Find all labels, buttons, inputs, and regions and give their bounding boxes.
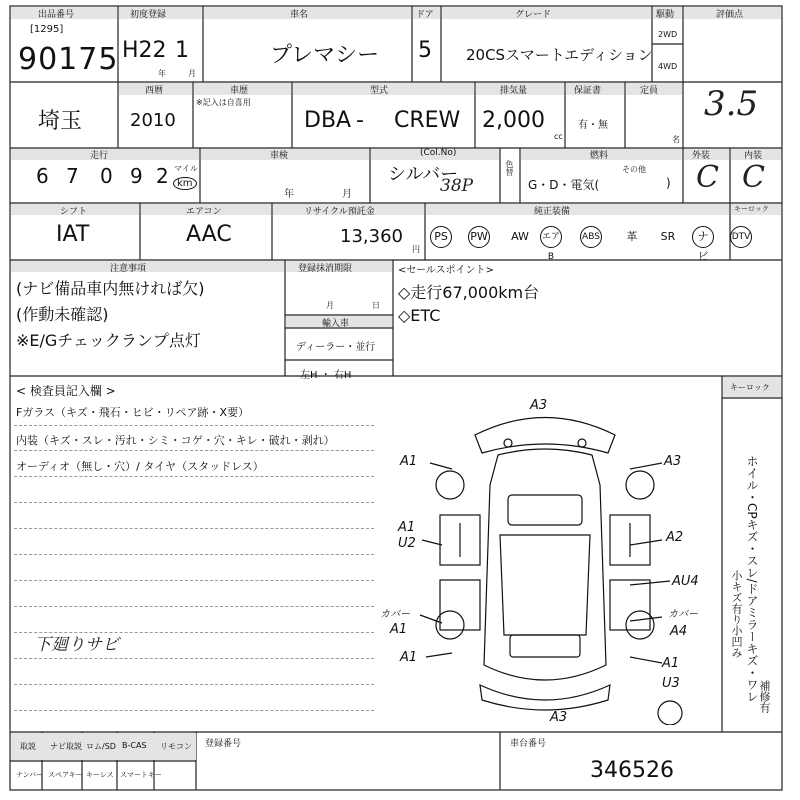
- note-line: (作動未確認): [16, 305, 109, 324]
- damage-mark: A1: [400, 454, 418, 469]
- fuel-close: ): [666, 176, 671, 190]
- mileage-digit: 6: [36, 164, 49, 188]
- color-col-label: (Col.No): [420, 148, 457, 158]
- equipment-item: PW: [468, 226, 490, 248]
- exterior-grade: C: [696, 160, 719, 195]
- recycle-unit: 円: [412, 245, 420, 254]
- first-reg-month-unit: 月: [188, 69, 196, 78]
- mileage-unit-mile: マイル: [174, 164, 198, 173]
- bottom-equip2: スマートキー: [120, 771, 162, 779]
- bottom-equip2: キーレス: [86, 771, 114, 779]
- header-drive: 駆動: [656, 10, 675, 20]
- ruled-line: [14, 684, 374, 685]
- header-recycle: リサイクル預託金: [304, 207, 375, 217]
- damage-mark: U3: [662, 676, 680, 691]
- header-mileage: 走行: [90, 151, 109, 161]
- header-reg-no: 登録番号: [205, 739, 242, 749]
- bottom-equip: リモコン: [160, 742, 192, 751]
- ruled-line: [14, 710, 374, 711]
- damage-mark: A4: [670, 624, 688, 639]
- model-prefix: DBA: [304, 108, 352, 133]
- inspector-line: Fガラス（キズ・飛石・ヒビ・リペア跡・X要）: [16, 406, 250, 419]
- equipment-item: エアB: [540, 226, 562, 248]
- ruled-line: [14, 425, 374, 426]
- car-diagram: [380, 395, 710, 725]
- color-swap-label: 色替: [505, 160, 514, 176]
- bottom-equip2: ナンバー: [16, 771, 44, 779]
- damage-mark: A1: [662, 656, 680, 671]
- displacement-value: 2,000: [482, 108, 545, 133]
- car-name-value: プレマシー: [270, 43, 380, 68]
- ruled-line: [14, 450, 374, 451]
- header-model: 型式: [370, 86, 389, 96]
- header-western: 西暦: [145, 86, 164, 96]
- first-reg-month: 1: [175, 38, 189, 63]
- reg-deadline-month: 月: [326, 301, 334, 310]
- header-note: 注意事項: [110, 264, 147, 274]
- right-vertical-line: ホイル・CPキズ・スレ/ドアミラーキズ・ワレ: [745, 455, 759, 703]
- capacity-unit: 名: [672, 135, 680, 144]
- header-car-name: 車名: [290, 10, 309, 20]
- header-import: 輸入車: [322, 319, 350, 329]
- header-exterior: 外装: [692, 151, 711, 161]
- recycle-value: 13,360: [340, 226, 403, 247]
- header-rebuild: 車歴: [230, 86, 249, 96]
- color-name: シルバー: [388, 164, 459, 185]
- lot-bracket: [1295]: [30, 24, 64, 35]
- inspection-month-unit: 月: [342, 189, 352, 200]
- header-first-reg: 初度登録: [130, 10, 167, 20]
- damage-mark: A1: [390, 622, 408, 637]
- import-value: ディーラー・並行: [296, 342, 376, 353]
- header-inspector: < 検査員記入欄 >: [16, 384, 116, 398]
- doors-value: 5: [418, 38, 432, 63]
- bottom-equip: 取説: [20, 742, 36, 751]
- mileage-digit: 7: [66, 164, 79, 188]
- header-reg-deadline: 登録抹消期限: [298, 264, 353, 274]
- header-key-small: キーロック: [734, 205, 769, 213]
- equipment-item: AW: [511, 230, 529, 243]
- equipment-item: ABS: [580, 226, 602, 248]
- equipment-item: 革: [626, 230, 638, 243]
- inspector-line: 内装（キズ・スレ・汚れ・シミ・コゲ・穴・キレ・破れ・剥れ）: [16, 434, 335, 447]
- handle-value: 左H ・ 右H: [300, 370, 352, 381]
- mileage-digit: 0: [100, 164, 113, 188]
- drive-4wd: 4WD: [658, 62, 678, 71]
- ruled-line: [14, 476, 374, 477]
- model-dash: -: [356, 108, 364, 133]
- ruled-line: [14, 554, 374, 555]
- equipment-item: PS: [430, 226, 452, 248]
- damage-mark: A3: [664, 454, 682, 469]
- spare-circle: [658, 701, 682, 725]
- bottom-equip: ロム/SD: [86, 742, 116, 751]
- bottom-equip: ナビ取説: [50, 742, 82, 751]
- mileage-unit-km: km: [173, 177, 197, 190]
- damage-mark: U2: [398, 536, 416, 551]
- right-vertical-line: 小キズ有り小凹み: [730, 570, 743, 658]
- inspection-year-unit: 年: [284, 189, 294, 200]
- header-door: ドア: [416, 10, 434, 20]
- equipment-list: [430, 226, 770, 263]
- header-fuel: 燃料: [590, 151, 609, 161]
- first-reg-year-unit: 年: [158, 69, 166, 78]
- ruled-line: [14, 658, 374, 659]
- warranty-value: 有・無: [578, 120, 608, 131]
- displacement-unit: cc: [554, 132, 563, 141]
- header-inspection: 車検: [270, 151, 289, 161]
- note-line: ※E/Gチェックランプ点灯: [16, 331, 201, 350]
- model-code: CREW: [394, 108, 461, 133]
- interior-grade: C: [742, 160, 765, 195]
- damage-mark: A1: [400, 650, 418, 665]
- header-chassis-no: 車台番号: [510, 739, 547, 749]
- fuel-other: その他: [622, 165, 646, 174]
- header-interior: 内装: [744, 151, 763, 161]
- note-line: (ナビ備品車内無ければ欠): [16, 279, 205, 298]
- damage-mark: カバー: [380, 609, 410, 620]
- prefecture-value: 埼玉: [38, 109, 83, 134]
- equipment-item: ナビ: [692, 226, 714, 248]
- damage-mark: A1: [398, 520, 416, 535]
- inspector-line: オーディオ（無し・穴）/ タイヤ（スタッドレス）: [16, 460, 264, 473]
- header-sales-point: <セールスポイント>: [398, 265, 494, 276]
- handwritten-note: 下廻りサビ: [34, 635, 119, 655]
- header-warranty: 保証書: [574, 86, 602, 96]
- mileage-digit: 9: [130, 164, 143, 188]
- header-aircon: エアコン: [186, 207, 222, 217]
- reg-deadline-day: 日: [372, 301, 380, 310]
- color-code-handwritten: 38P: [440, 176, 474, 196]
- equipment-item: SR: [660, 230, 676, 243]
- ruled-line: [14, 606, 374, 607]
- aircon-value: AAC: [186, 222, 232, 247]
- header-eval: 評価点: [716, 10, 744, 20]
- fuel-options: G・D・電気(: [528, 178, 600, 192]
- damage-mark: AU4: [672, 574, 699, 589]
- right-vertical-line: 補修有: [758, 680, 771, 713]
- bottom-equip2: スペアキー: [48, 771, 83, 779]
- equipment-item: DTV: [730, 226, 752, 248]
- damage-mark: A3: [530, 398, 548, 413]
- header-displacement: 排気量: [500, 86, 528, 96]
- sales-point: ◇ETC: [398, 306, 441, 325]
- drive-2wd: 2WD: [658, 30, 678, 39]
- header-capacity: 定員: [640, 86, 659, 96]
- ruled-line: [14, 528, 374, 529]
- rebuild-note: ※記入は自喜用: [196, 98, 251, 107]
- lot-number: 90175: [18, 42, 119, 77]
- damage-mark: A3: [550, 710, 568, 725]
- grade-value: 20CSスマートエディション: [466, 46, 653, 64]
- evaluation-score: 3.5: [704, 84, 759, 124]
- chassis-number: 346526: [590, 758, 674, 783]
- header-lot-no: 出品番号: [38, 10, 75, 20]
- ruled-line: [14, 580, 374, 581]
- header-grade: グレード: [515, 10, 552, 20]
- header-key: キーロック: [730, 383, 770, 392]
- shift-value: IAT: [56, 222, 90, 247]
- bottom-equip: B-CAS: [122, 741, 147, 750]
- damage-mark: カバー: [668, 609, 698, 620]
- damage-mark: A2: [666, 530, 684, 545]
- first-reg-era: H22: [122, 38, 167, 63]
- sales-point: ◇走行67,000km台: [398, 283, 540, 302]
- western-year-value: 2010: [130, 110, 176, 131]
- header-equipment: 純正装備: [534, 207, 571, 217]
- ruled-line: [14, 502, 374, 503]
- header-shift: シフト: [60, 207, 88, 217]
- mileage-digit: 2: [156, 164, 169, 188]
